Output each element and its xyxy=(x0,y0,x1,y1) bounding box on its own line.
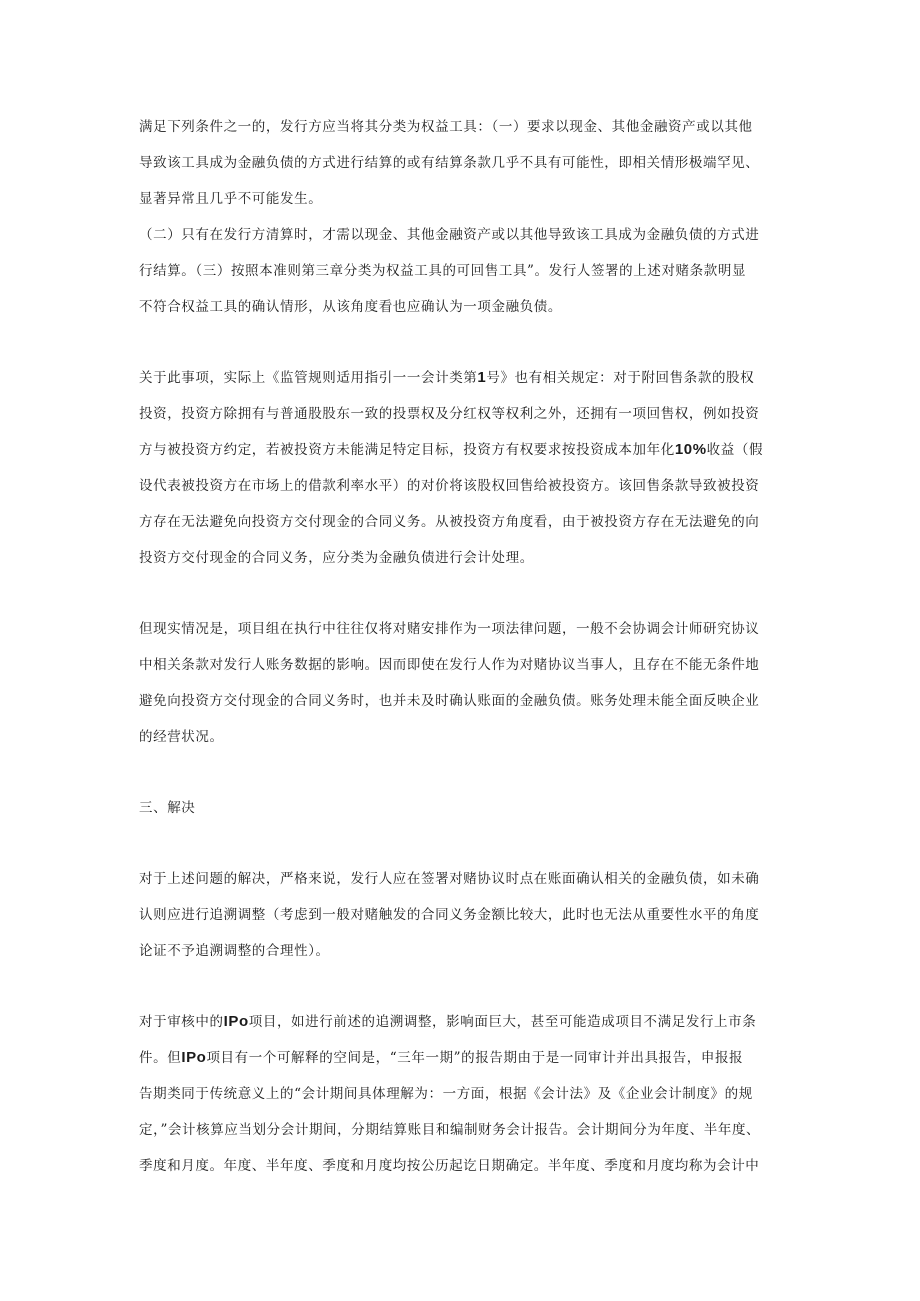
p2-line-6: 投资方交付现金的合同义务，应分类为金融负债进行会计处理。 xyxy=(139,550,534,566)
p4-line-1: 对于上述问题的解决，严格来说，发行人应在签署对赌协议时点在账面确认相关的金融负债，如未确 xyxy=(139,871,760,887)
p5-line-2: 件。但IPo项目有一个可解释的空间是，“三年一期”的报告期由于是一同审计并出具报告，申报报 xyxy=(139,1049,744,1066)
p5-line-3: 告期类同于传统意义上的“会计期间具体理解为：一方面，根据《会计法》及《企业会计制度》的规 xyxy=(139,1086,753,1102)
p2-line-4: 设代表被投资方在市场上的借款利率水平）的对价将该股权回售给被投资方。该回售条款导致被投资 xyxy=(139,478,760,494)
p1-line-2: 导致该工具成为金融负债的方式进行结算的或有结算条款几乎不具有可能性，即相关情形极端罕见、 xyxy=(139,155,760,171)
p3-line-3: 避免向投资方交付现金的合同义务时，也并未及时确认账面的金融负债。账务处理未能全面反映企业 xyxy=(139,693,760,709)
p3-line-2: 中相关条款对发行人账务数据的影响。因而即使在发行人作为对赌协议当事人，且存在不能无条件地 xyxy=(139,657,760,673)
p2-line-2: 投资，投资方除拥有与普通股股东一致的投票权及分红权等权利之外，还拥有一项回售权，例如投资 xyxy=(139,406,760,422)
section-heading: 三、解决 xyxy=(139,800,196,816)
p5-line-5: 季度和月度。年度、半年度、季度和月度均按公历起讫日期确定。半年度、季度和月度均称为会计中 xyxy=(139,1158,760,1174)
p1-line-1: 满足下列条件之一的，发行方应当将其分类为权益工具：（一）要求以现金、其他金融资产或以其他 xyxy=(139,119,753,135)
p1-line-6: 不符合权益工具的确认情形，从该角度看也应确认为一项金融负债。 xyxy=(139,299,562,315)
p1-line-5: 行结算。（三）按照本准则第三章分类为权益工具的可回售工具”。发行人签署的上述对赌条款明显 xyxy=(139,263,747,279)
p5-line-1: 对于审核中的IPo项目，如进行前述的追溯调整，影响面巨大，甚至可能造成项目不满足发行上市条 xyxy=(139,1013,757,1030)
p1-line-4: （二）只有在发行方清算时，才需以现金、其他金融资产或以其他导致该工具成为金融负债的方式进 xyxy=(139,227,760,243)
p4-line-2: 认则应进行追溯调整（考虑到一般对赌触发的合同义务金额比较大，此时也无法从重要性水平的角度 xyxy=(139,907,760,923)
p2-line-5: 方存在无法避免向投资方交付现金的合同义务。从被投资方角度看，由于被投资方存在无法避免的向 xyxy=(139,514,760,530)
p3-line-1: 但现实情况是，项目组在执行中往往仅将对赌安排作为一项法律问题，一般不会协调会计师研究协议 xyxy=(139,621,760,637)
p2-line-3: 方与被投资方约定，若被投资方未能满足特定目标，投资方有权要求按投资成本加年化10%收益（假 xyxy=(139,441,764,458)
p4-line-3: 论证不予追溯调整的合理性）。 xyxy=(139,943,330,959)
p3-line-4: 的经营状况。 xyxy=(139,729,224,745)
p5-line-4: 定，”会计核算应当划分会计期间，分期结算账目和编制财务会计报告。会计期间分为年度、半年度、 xyxy=(139,1122,761,1138)
p1-line-3: 显著异常且几乎不可能发生。 xyxy=(139,191,323,207)
p2-line-1: 关于此事项，实际上《监管规则适用指引一一会计类第1号》也有相关规定：对于附回售条款的股权 xyxy=(139,369,755,386)
